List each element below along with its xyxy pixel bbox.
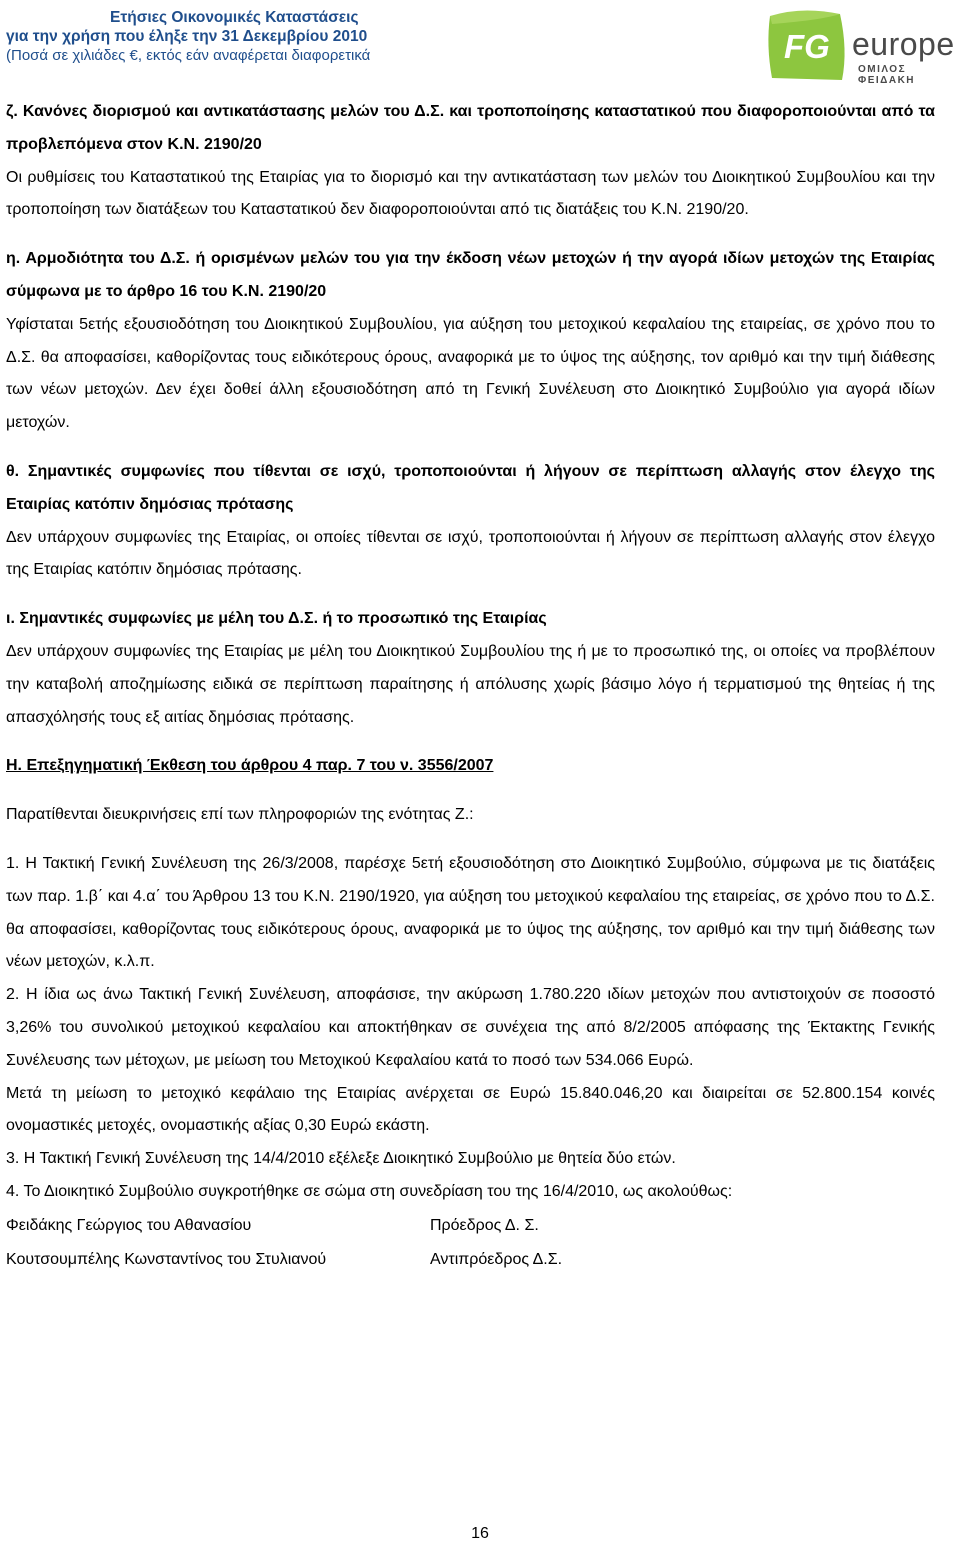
section-h-heading: η. Αρμοδιότητα του Δ.Σ. ή ορισμένων μελών του για την έκδοση νέων μετοχών ή την αγορά ιδίων μετοχών της Εταιρίας σύμφωνα με το άρθρο 16 του Κ.Ν. 2190/20 [6, 250, 935, 300]
report-title-block [6, 8, 370, 65]
board-member-name: Φειδάκης Γεώργιος του Αθανασίου [6, 1216, 252, 1234]
report-period: για την χρήση που έληξε την 31 Δεκεμβρίου 2010 [6, 28, 368, 45]
page-number: 16 [471, 1525, 489, 1542]
section-z-body: Οι ρυθμίσεις του Καταστατικού της Εταιρίας για το διορισμό και την αντικατάσταση των μελών του Διοικητικού Συμβουλίου και την τροποποίηση των διατάξεων του Καταστατικού δεν διαφοροποιούνται από τις διατάξεις του Κ.Ν. 2190/20. [6, 168, 935, 219]
explanation-item-4: 4. Το Διοικητικό Συμβούλιο συγκροτήθηκε σε σώμα στη συνεδρίαση του της 16/4/2010, ως ακολούθως: [6, 1182, 733, 1200]
page-header [0, 0, 960, 96]
section-th-body: Δεν υπάρχουν συμφωνίες της Εταιρίας, οι οποίες τίθενται σε ισχύ, τροποποιούνται ή λήγουν σε περίπτωση αλλαγής στον έλεγχο της Εταιρίας κατόπιν δημόσιας πρότασης. [6, 528, 935, 579]
section-h-body-part1: Υφίσταται 5ετής εξουσιοδότηση του Διοικητικού Συμβουλίου, για αύξηση του μετοχικού κεφαλαίου της εταιρείας, σε χρόνο που το Δ.Σ. θα αποφασίσει, καθορίζοντας τους ειδικότερους όρους, αναφορικά με το ύψος της αύξησης, τον αριθμό και την τιμή διάθεσης των νέων μετοχών. [6, 315, 935, 399]
explanation-item-2: 2. Η ίδια ως άνω Τακτική Γενική Συνέλευση, αποφάσισε, την ακύρωση 1.780.220 ιδίων μετοχών που αντιστοιχούν σε ποσοστό 3,26% του συνολικού μετοχικού κεφαλαίου και αποκτήθηκαν σε συνέχεια της από 8/2/2005 απόφασης της Έκτακτης Γενικής Συνέλευσης των μέτοχων, με μείωση του Μετοχικού Κεφαλαίου κατά το ποσό των 534.066 Ευρώ. [6, 986, 935, 1069]
board-member-name: Κουτσουμπέλης Κωνσταντίνος του Στυλιανού [6, 1250, 327, 1268]
board-member-row [6, 1243, 935, 1277]
board-member-row [6, 1209, 935, 1243]
document-body [6, 96, 935, 1277]
fg-europe-logo [762, 6, 954, 88]
section-h-body-part2: Δεν έχει δοθεί άλλη εξουσιοδότηση από τη Γενική Συνέλευση στο Διοικητικό Συμβούλιο για αγορά ιδίων μετοχών. [6, 381, 936, 432]
logo-mark-letters: FG [784, 28, 830, 65]
report-currency-note: (Ποσά σε χιλιάδες €, εκτός εάν αναφέρεται διαφορετικά [6, 47, 371, 64]
explanation-item-3: 3. Η Τακτική Γενική Συνέλευση της 14/4/2010 εξέλεξε Διοικητικό Συμβούλιο με θητεία δύο ετών. [6, 1150, 676, 1168]
section-H-intro: Παρατίθενται διευκρινήσεις επί των πληροφοριών της ενότητας Ζ.: [6, 806, 474, 824]
explanation-item-1: 1. Η Τακτική Γενική Συνέλευση της 26/3/2008, παρέσχε 5ετή εξουσιοδότηση στο Διοικητικό Συμβούλιο, σύμφωνα με τις διατάξεις των παρ. 1.β΄ και 4.α΄ του Άρθρου 13 του Κ.Ν. 2190/1920, για αύξηση του μετοχικού κεφαλαίου της εταιρείας, σε χρόνο που το Δ.Σ. θα αποφασίσει, καθορίζοντας τους ειδικότερους όρους, αναφορικά με το ύψος της αύξησης, τον αριθμό και την τιμή διάθεσης των νέων μετοχών, κ.λ.π. [6, 854, 935, 971]
logo-wordmark: europe [852, 26, 955, 62]
board-member-role: Πρόεδρος Δ. Σ. [430, 1216, 539, 1234]
section-i-body: Δεν υπάρχουν συμφωνίες της Εταιρίας με μέλη του Διοικητικού Συμβουλίου της ή με το προσωπικό της, οι οποίες να προβλέπουν την καταβολή αποζημίωσης ειδικά σε περίπτωση παραίτησης ή απόλυσης χωρίς βάσιμο λόγο ή τερματισμού της θητείας ή της απασχόλησής τους εξ αιτίας δημόσιας πρότασης. [6, 642, 935, 726]
report-title: Ετήσιες Οικονομικές Καταστάσεις [110, 9, 359, 26]
section-H-heading: Η. Επεξηγηματική Έκθεση του άρθρου 4 παρ. 7 του ν. 3556/2007 [6, 757, 494, 775]
explanation-item-2b: Μετά τη μείωση το μετοχικό κεφάλαιο της Εταιρίας ανέρχεται σε Ευρώ 15.840.046,20 και διαιρείται σε 52.800.154 κοινές ονομαστικές μετοχές, ονομαστικής αξίας 0,30 Ευρώ εκάστη. [6, 1084, 935, 1135]
section-i-heading: ι. Σημαντικές συμφωνίες με μέλη του Δ.Σ. ή το προσωπικό της Εταιρίας [6, 610, 547, 628]
board-member-role: Αντιπρόεδρος Δ.Σ. [430, 1250, 563, 1268]
section-h-body [6, 309, 935, 440]
logo-subtitle: ΟΜΙΛΟΣ ΦΕΙΔΑΚΗ [858, 64, 916, 86]
section-th-heading: θ. Σημαντικές συμφωνίες που τίθενται σε ισχύ, τροποποιούνται ή λήγουν σε περίπτωση αλλαγής στον έλεγχο της Εταιρίας κατόπιν δημόσιας πρότασης [6, 462, 935, 513]
section-z-heading: ζ. Κανόνες διορισμού και αντικατάστασης μελών του Δ.Σ. και τροποποίησης καταστατικού που διαφοροποιούνται από τα προβλεπόμενα στον Κ.Ν. 2190/20 [6, 103, 935, 153]
